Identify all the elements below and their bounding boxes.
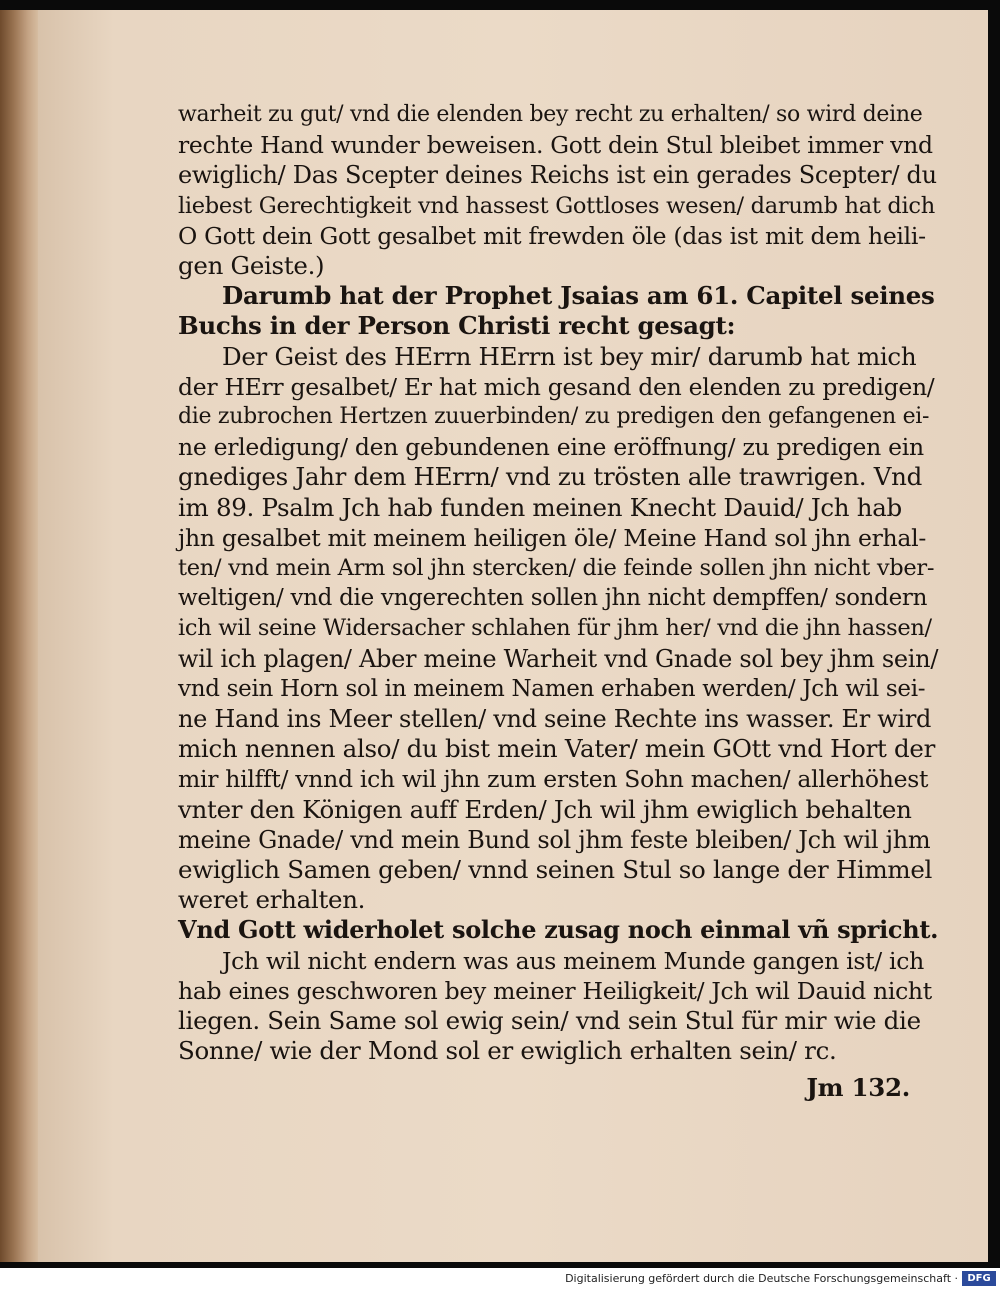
book-edge: [0, 10, 40, 1262]
text-line: mir hilfft/ vnnd ich wil jhn zum ersten Sohn machen/ allerhöhest: [178, 765, 929, 794]
text-line: ne Hand ins Meer stellen/ vnd seine Rechte ins wasser. Er wird: [178, 705, 932, 734]
text-line: warheit zu gut/ vnd die elenden bey recht zu erhalten/ so wird deine: [178, 102, 923, 127]
text-line: Der Geist des HErrn HErrn ist bey mir/ darumb hat mich: [222, 341, 917, 371]
text-line: ich wil seine Widersacher schlahen für jhm her/ vnd die jhn hassen/: [178, 615, 932, 642]
catchword: Jm 132.: [806, 1072, 910, 1102]
text-line: Sonne/ wie der Mond sol er ewiglich erhalten sein/ rc.: [178, 1036, 837, 1066]
text-line: hab eines geschworen bey meiner Heiligkeit/ Jch wil Dauid nicht: [178, 976, 932, 1005]
text-line: im 89. Psalm Jch hab funden meinen Knecht Dauid/ Jch hab: [178, 492, 902, 522]
text-line: meine Gnade/ vnd mein Bund sol jhm feste bleiben/ Jch wil jhm: [178, 825, 931, 854]
text-line: gnediges Jahr dem HErrn/ vnd zu trösten alle trawrigen. Vnd: [178, 462, 923, 492]
text-line: die zubrochen Hertzen zuuerbinden/ zu predigen den gefangenen ei-: [178, 404, 930, 430]
page-text: [178, 100, 938, 1103]
text-line: Jch wil nicht endern was aus meinem Munde gangen ist/ ich: [222, 946, 924, 975]
text-line: gen Geiste.): [178, 251, 325, 281]
text-line: ewiglich/ Das Scepter deines Reichs ist ein gerades Scepter/ du: [178, 161, 937, 190]
text-line: rechte Hand wunder beweisen. Gott dein Stul bleibet immer vnd: [178, 131, 933, 160]
text-line: der HErr gesalbet/ Er hat mich gesand den elenden zu predigen/: [178, 372, 935, 401]
funding-credit: Digitalisierung gefördert durch die Deutsche Forschungsgemeinschaft ·: [565, 1272, 958, 1285]
text-line: O Gott dein Gott gesalbet mit frewden öle (das ist mit dem heili-: [178, 221, 926, 250]
text-line: Darumb hat der Prophet Jsaias am 61. Capitel seines: [222, 281, 935, 311]
text-line: weret erhalten.: [178, 885, 366, 915]
text-line: ten/ vnd mein Arm sol jhn stercken/ die feinde sollen jhn nicht vber-: [178, 555, 935, 582]
text-line: wil ich plagen/ Aber meine Warheit vnd Gnade sol bey jhm sein/: [178, 644, 939, 673]
text-line: Vnd Gott widerholet solche zusag noch einmal vñ spricht.: [178, 915, 939, 945]
text-line: mich nennen also/ du bist mein Vater/ mein GOtt vnd Hort der: [178, 734, 936, 764]
text-line: jhn gesalbet mit meinem heiligen öle/ Meine Hand sol jhn erhal-: [178, 523, 926, 552]
text-line: vnd sein Horn sol in meinem Namen erhaben werden/ Jch wil sei-: [178, 675, 926, 702]
footer-bar: [0, 1268, 1000, 1290]
text-line: Buchs in der Person Christi recht gesagt:: [178, 311, 736, 341]
text-line: liegen. Sein Same sol ewig sein/ vnd sein Stul für mir wie die: [178, 1006, 921, 1036]
text-line: weltigen/ vnd die vngerechten sollen jhn nicht dempffen/ sondern: [178, 585, 928, 612]
text-line: vnter den Königen auff Erden/ Jch wil jhm ewiglich behalten: [178, 794, 912, 824]
dfg-logo: DFG: [962, 1271, 996, 1286]
text-line: ewiglich Samen geben/ vnnd seinen Stul so lange der Himmel: [178, 855, 933, 885]
text-line: ne erledigung/ den gebundenen eine eröffnung/ zu predigen ein: [178, 433, 924, 462]
text-line: liebest Gerechtigkeit vnd hassest Gottloses wesen/ darumb hat dich: [178, 192, 935, 219]
